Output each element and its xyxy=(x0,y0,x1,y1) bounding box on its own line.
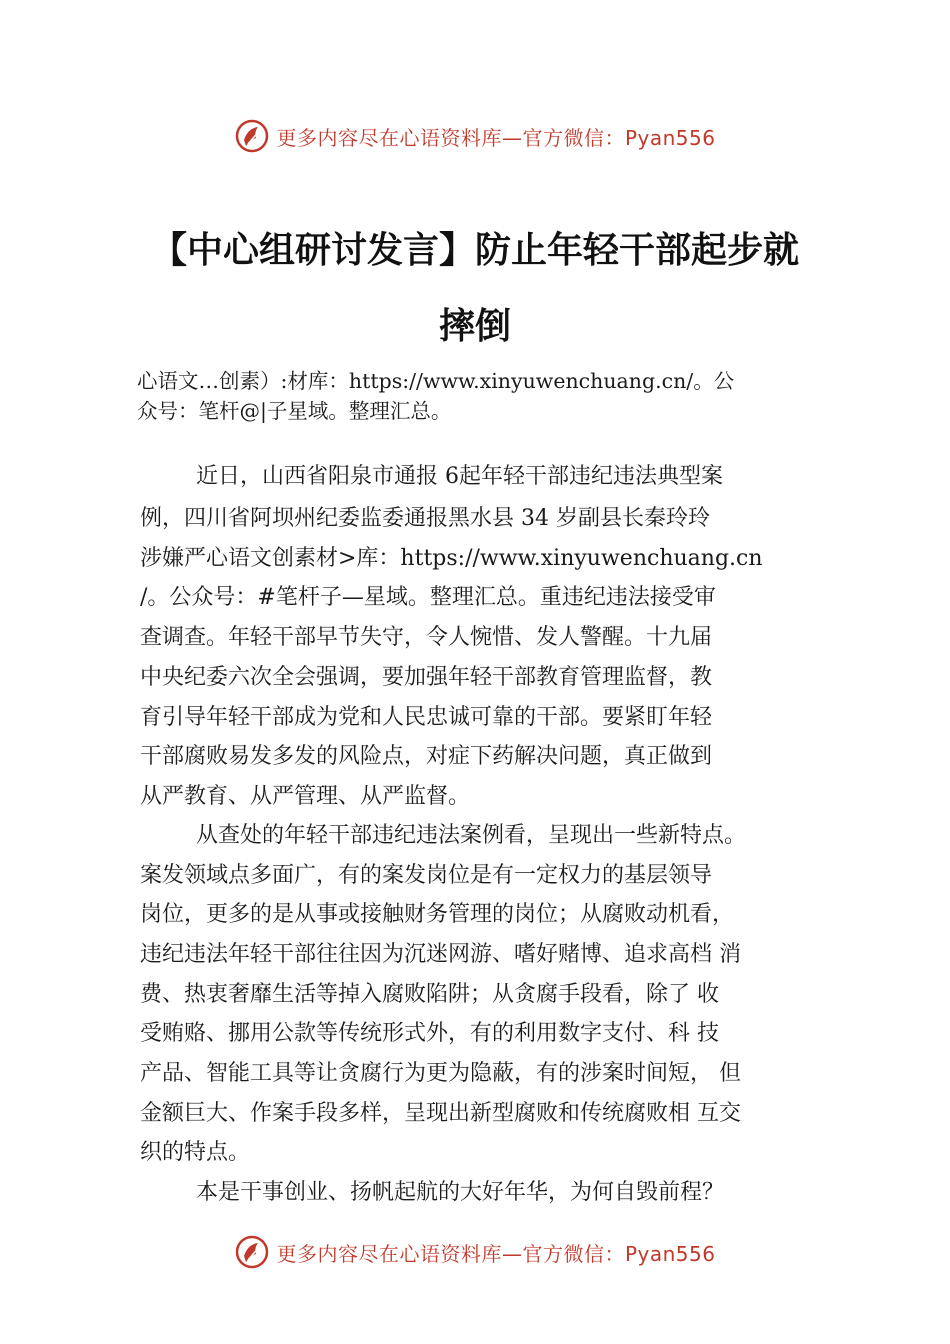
watermark-banner-bottom xyxy=(0,1232,950,1272)
text-line: 从查处的年轻干部违纪违法案例看，呈现出一些新特点。 xyxy=(196,823,747,848)
text-line: 受贿赂、挪用公款等传统形式外，有的利用数字支付、科 技 xyxy=(140,1021,719,1046)
text-line: 从严教育、从严管理、从严监督。 xyxy=(140,784,471,809)
text-line: 查调查。年轻干部早节失守，令人惋惜、发人警醒。十九届 xyxy=(140,625,713,650)
text-line: 中央纪委六次全会强调，要加强年轻干部教育管理监督，教 xyxy=(140,665,713,690)
text-line: 涉嫌严心语文创素材>库：https://www.xinyuwenchuang.cn xyxy=(140,546,763,571)
text-line: 岗位，更多的是从事或接触财务管理的岗位；从腐败动机看， xyxy=(140,902,735,927)
text-line: 案发领域点多面广，有的案发岗位是有一定权力的基层领导 xyxy=(140,863,713,888)
text-line: 本是干事创业、扬帆起航的大好年华，为何自毁前程？ xyxy=(196,1180,725,1205)
xinyu-logo-icon xyxy=(234,118,270,154)
text-line: 违纪违法年轻干部往往因为沉迷网游、嗜好赌博、追求高档 消 xyxy=(140,942,741,967)
text-line: 育引导年轻干部成为党和人民忠诚可靠的干部。要紧盯年轻 xyxy=(140,705,713,730)
watermark-text: 更多内容尽在心语资料库—官方微信：Pyan556 xyxy=(276,125,716,150)
text-line: 例，四川省阿坝州纪委监委通报黑水县 34 岁副县长秦玲玲 xyxy=(140,506,710,531)
text-line: 费、热衷奢靡生活等掉入腐败陷阱；从贪腐手段看，除了 收 xyxy=(140,982,719,1007)
text-line: /。公众号：#笔杆子—星域。整理汇总。重违纪违法接受审 xyxy=(140,585,716,610)
text-line: 产品、智能工具等让贪腐行为更为隐蔽，有的涉案时间短， 但 xyxy=(140,1061,741,1086)
text-line: 近日，山西省阳泉市通报 6起年轻干部违纪违法典型案 xyxy=(196,464,723,489)
text-line: 织的特点。 xyxy=(140,1140,251,1165)
document-title-line-2: 摔倒 xyxy=(438,306,511,347)
text-line: 金额巨大、作案手段多样，呈现出新型腐败和传统腐败相 互交 xyxy=(140,1101,741,1126)
document-title-line-1: 【中心组研讨发言】防止年轻干部起步就 xyxy=(150,230,799,271)
text-line: 干部腐败易发多发的风险点，对症下药解决问题，真正做到 xyxy=(140,744,713,769)
source-note-line-2: 众号：笔杆@|子星域。整理汇总。 xyxy=(137,399,452,423)
watermark-banner-top xyxy=(0,116,950,156)
xinyu-logo-icon xyxy=(234,1234,270,1270)
watermark-text: 更多内容尽在心语资料库—官方微信：Pyan556 xyxy=(276,1241,716,1266)
source-note-line-1: 心语文…创素）:材库：https://www.xinyuwenchuang.cn/。公 xyxy=(137,369,735,393)
